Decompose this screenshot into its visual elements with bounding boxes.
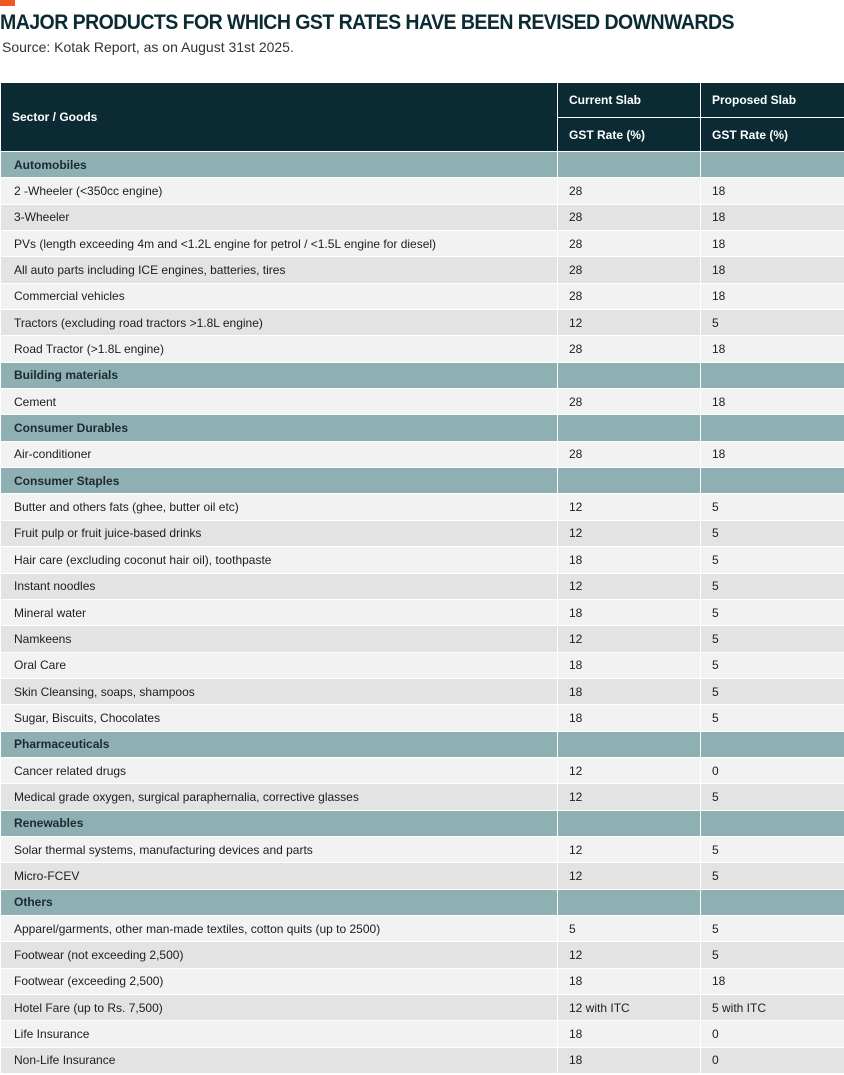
goods-cell: Medical grade oxygen, surgical paraphernalia, corrective glasses <box>1 784 558 810</box>
sector-label: Automobiles <box>1 152 558 178</box>
table-row <box>1 836 844 862</box>
sector-proposed-empty <box>701 152 844 178</box>
goods-cell: 3-Wheeler <box>1 204 558 230</box>
current-rate-cell: 5 <box>558 915 701 941</box>
current-rate-cell: 12 <box>558 836 701 862</box>
goods-cell: Butter and others fats (ghee, butter oil etc) <box>1 494 558 520</box>
current-rate-cell: 12 <box>558 520 701 546</box>
proposed-rate-cell: 0 <box>701 757 844 783</box>
table-row <box>1 915 844 941</box>
proposed-rate-cell: 5 <box>701 652 844 678</box>
goods-cell: Hotel Fare (up to Rs. 7,500) <box>1 995 558 1021</box>
sector-label: Consumer Staples <box>1 468 558 494</box>
goods-cell: Mineral water <box>1 599 558 625</box>
goods-cell: Apparel/garments, other man-made textiles, cotton quits (up to 2500) <box>1 915 558 941</box>
current-rate-cell: 18 <box>558 599 701 625</box>
goods-cell: Instant noodles <box>1 573 558 599</box>
goods-cell: PVs (length exceeding 4m and <1.2L engine for petrol / <1.5L engine for diesel) <box>1 231 558 257</box>
goods-cell: Cement <box>1 389 558 415</box>
sector-label: Renewables <box>1 810 558 836</box>
accent-bar <box>0 0 15 6</box>
proposed-rate-cell: 5 <box>701 310 844 336</box>
sector-current-empty <box>558 415 701 441</box>
proposed-rate-cell: 5 <box>701 547 844 573</box>
proposed-rate-cell: 5 <box>701 599 844 625</box>
sector-proposed-empty <box>701 362 844 388</box>
sector-current-empty <box>558 810 701 836</box>
goods-cell: Micro-FCEV <box>1 863 558 889</box>
table-row <box>1 204 844 230</box>
goods-cell: Fruit pulp or fruit juice-based drinks <box>1 520 558 546</box>
sector-row <box>1 362 844 388</box>
table-row <box>1 494 844 520</box>
table-row <box>1 1021 844 1047</box>
current-rate-cell: 28 <box>558 336 701 362</box>
current-rate-cell: 12 with ITC <box>558 995 701 1021</box>
proposed-rate-cell: 18 <box>701 204 844 230</box>
table-row <box>1 257 844 283</box>
current-rate-cell: 28 <box>558 389 701 415</box>
table-row <box>1 652 844 678</box>
sector-label: Consumer Durables <box>1 415 558 441</box>
sector-current-empty <box>558 731 701 757</box>
proposed-rate-cell: 5 <box>701 915 844 941</box>
current-rate-cell: 28 <box>558 441 701 467</box>
table-row <box>1 863 844 889</box>
proposed-rate-cell: 5 <box>701 784 844 810</box>
proposed-rate-cell: 5 <box>701 942 844 968</box>
sector-proposed-empty <box>701 415 844 441</box>
goods-cell: Air-conditioner <box>1 441 558 467</box>
goods-cell: Commercial vehicles <box>1 283 558 309</box>
header-current-slab: Current Slab <box>558 83 701 118</box>
sector-row <box>1 731 844 757</box>
sector-current-empty <box>558 152 701 178</box>
table-row <box>1 1047 844 1073</box>
table-row <box>1 178 844 204</box>
proposed-rate-cell: 5 <box>701 520 844 546</box>
proposed-rate-cell: 18 <box>701 257 844 283</box>
proposed-rate-cell: 5 with ITC <box>701 995 844 1021</box>
table-row <box>1 547 844 573</box>
proposed-rate-cell: 18 <box>701 336 844 362</box>
current-rate-cell: 12 <box>558 573 701 599</box>
current-rate-cell: 12 <box>558 626 701 652</box>
goods-cell: All auto parts including ICE engines, batteries, tires <box>1 257 558 283</box>
table-row <box>1 678 844 704</box>
goods-cell: Tractors (excluding road tractors >1.8L engine) <box>1 310 558 336</box>
goods-cell: Oral Care <box>1 652 558 678</box>
sector-row <box>1 889 844 915</box>
table-row <box>1 520 844 546</box>
header-proposed-gst-rate: GST Rate (%) <box>701 118 844 152</box>
table-row <box>1 283 844 309</box>
proposed-rate-cell: 0 <box>701 1047 844 1073</box>
proposed-rate-cell: 5 <box>701 678 844 704</box>
goods-cell: Footwear (not exceeding 2,500) <box>1 942 558 968</box>
goods-cell: Footwear (exceeding 2,500) <box>1 968 558 994</box>
table-row <box>1 626 844 652</box>
sector-label: Others <box>1 889 558 915</box>
goods-cell: Life Insurance <box>1 1021 558 1047</box>
current-rate-cell: 28 <box>558 231 701 257</box>
table-body <box>1 152 844 1074</box>
table-row <box>1 784 844 810</box>
current-rate-cell: 18 <box>558 547 701 573</box>
proposed-rate-cell: 0 <box>701 1021 844 1047</box>
proposed-rate-cell: 5 <box>701 494 844 520</box>
proposed-rate-cell: 5 <box>701 863 844 889</box>
page-title: MAJOR PRODUCTS FOR WHICH GST RATES HAVE BEEN REVISED DOWNWARDS <box>0 11 734 34</box>
current-rate-cell: 12 <box>558 757 701 783</box>
header-proposed-slab: Proposed Slab <box>701 83 844 118</box>
table-row <box>1 599 844 625</box>
sector-current-empty <box>558 362 701 388</box>
sector-label: Pharmaceuticals <box>1 731 558 757</box>
sector-proposed-empty <box>701 889 844 915</box>
proposed-rate-cell: 18 <box>701 231 844 257</box>
sector-row <box>1 468 844 494</box>
proposed-rate-cell: 18 <box>701 968 844 994</box>
source-note: Source: Kotak Report, as on August 31st 2025. <box>2 39 294 55</box>
table-row <box>1 757 844 783</box>
table-row <box>1 310 844 336</box>
table-row <box>1 995 844 1021</box>
current-rate-cell: 12 <box>558 310 701 336</box>
table-row <box>1 231 844 257</box>
sector-proposed-empty <box>701 468 844 494</box>
current-rate-cell: 28 <box>558 257 701 283</box>
gst-rates-table <box>0 82 844 1074</box>
current-rate-cell: 12 <box>558 784 701 810</box>
proposed-rate-cell: 5 <box>701 836 844 862</box>
goods-cell: Solar thermal systems, manufacturing devices and parts <box>1 836 558 862</box>
goods-cell: Namkeens <box>1 626 558 652</box>
table-row <box>1 705 844 731</box>
proposed-rate-cell: 18 <box>701 283 844 309</box>
current-rate-cell: 12 <box>558 494 701 520</box>
table-row <box>1 441 844 467</box>
current-rate-cell: 28 <box>558 204 701 230</box>
goods-cell: 2 -Wheeler (<350cc engine) <box>1 178 558 204</box>
proposed-rate-cell: 18 <box>701 389 844 415</box>
current-rate-cell: 18 <box>558 652 701 678</box>
current-rate-cell: 28 <box>558 283 701 309</box>
current-rate-cell: 12 <box>558 863 701 889</box>
goods-cell: Sugar, Biscuits, Chocolates <box>1 705 558 731</box>
sector-label: Building materials <box>1 362 558 388</box>
current-rate-cell: 28 <box>558 178 701 204</box>
sector-current-empty <box>558 889 701 915</box>
current-rate-cell: 12 <box>558 942 701 968</box>
goods-cell: Skin Cleansing, soaps, shampoos <box>1 678 558 704</box>
sector-row <box>1 415 844 441</box>
table-row <box>1 942 844 968</box>
goods-cell: Cancer related drugs <box>1 757 558 783</box>
proposed-rate-cell: 5 <box>701 626 844 652</box>
table-row <box>1 968 844 994</box>
goods-cell: Non-Life Insurance <box>1 1047 558 1073</box>
current-rate-cell: 18 <box>558 1047 701 1073</box>
table-row <box>1 389 844 415</box>
proposed-rate-cell: 18 <box>701 178 844 204</box>
current-rate-cell: 18 <box>558 1021 701 1047</box>
sector-proposed-empty <box>701 810 844 836</box>
header-current-gst-rate: GST Rate (%) <box>558 118 701 152</box>
table-row <box>1 573 844 599</box>
table-row <box>1 336 844 362</box>
sector-current-empty <box>558 468 701 494</box>
current-rate-cell: 18 <box>558 705 701 731</box>
sector-row <box>1 810 844 836</box>
proposed-rate-cell: 5 <box>701 705 844 731</box>
proposed-rate-cell: 5 <box>701 573 844 599</box>
goods-cell: Road Tractor (>1.8L engine) <box>1 336 558 362</box>
current-rate-cell: 18 <box>558 968 701 994</box>
sector-row <box>1 152 844 178</box>
goods-cell: Hair care (excluding coconut hair oil), toothpaste <box>1 547 558 573</box>
sector-proposed-empty <box>701 731 844 757</box>
proposed-rate-cell: 18 <box>701 441 844 467</box>
header-sector-goods: Sector / Goods <box>1 83 558 152</box>
current-rate-cell: 18 <box>558 678 701 704</box>
